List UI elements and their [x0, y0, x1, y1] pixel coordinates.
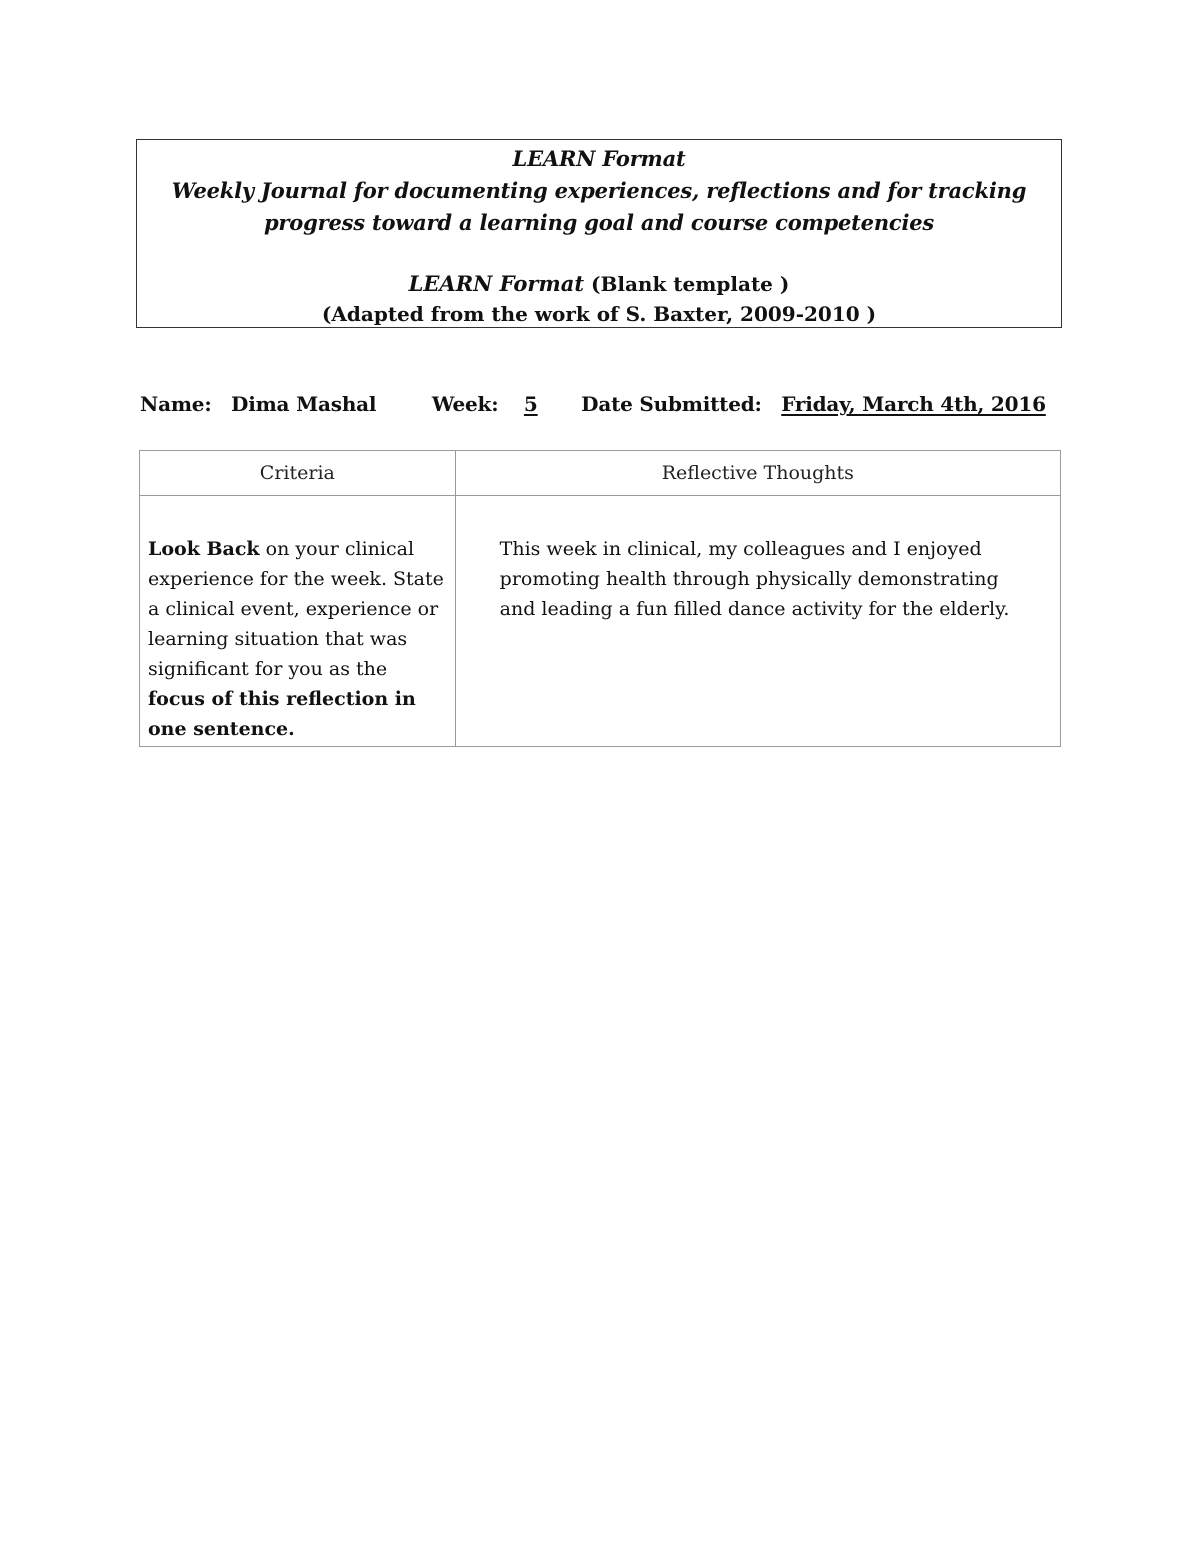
- document-subtitle-line-2: progress toward a learning goal and course competencies: [263, 210, 935, 235]
- reflection-table: [139, 450, 1061, 747]
- reflection-cell: [455, 496, 1060, 747]
- table-header-row: [140, 451, 1061, 496]
- date-value: Friday, March 4th, 2016: [781, 392, 1046, 416]
- name-value: Dima Mashal: [231, 392, 377, 416]
- template-note: (Blank template ): [584, 272, 790, 296]
- date-label: Date Submitted:: [581, 392, 762, 416]
- criteria-body: on your clinical experience for the week. State a clinical event, experience or learning situation that was significant for you as the: [148, 538, 444, 680]
- format-label: LEARN Format: [408, 271, 585, 296]
- criteria-bold-end: focus of this reflection in one sentence.: [148, 688, 416, 740]
- reflection-text: This week in clinical, my colleagues and I enjoyed promoting health through physically demonstrating and leading a fun filled dance activity for the elderly.: [499, 538, 1010, 620]
- criteria-header: Criteria: [140, 451, 456, 496]
- table-row: [140, 496, 1061, 747]
- title-box: [136, 139, 1062, 328]
- submission-info: [140, 392, 1046, 416]
- adapted-note: [137, 299, 1061, 329]
- week-value: 5: [523, 392, 538, 416]
- spacer: [137, 239, 1061, 269]
- reflective-thoughts-header: Reflective Thoughts: [455, 451, 1060, 496]
- criteria-cell: [140, 496, 456, 747]
- template-line: [137, 269, 1061, 299]
- adapted-note-text: (Adapted from the work of S. Baxter, 2009-2010 ): [321, 302, 877, 326]
- name-label: Name:: [140, 392, 212, 416]
- criteria-text: [140, 496, 455, 744]
- criteria-bold-start: Look Back: [148, 538, 260, 560]
- document-title: LEARN Format: [512, 146, 686, 171]
- week-label: Week:: [431, 392, 499, 416]
- document-subtitle-line-1: Weekly Journal for documenting experiences, reflections and for tracking: [171, 178, 1027, 203]
